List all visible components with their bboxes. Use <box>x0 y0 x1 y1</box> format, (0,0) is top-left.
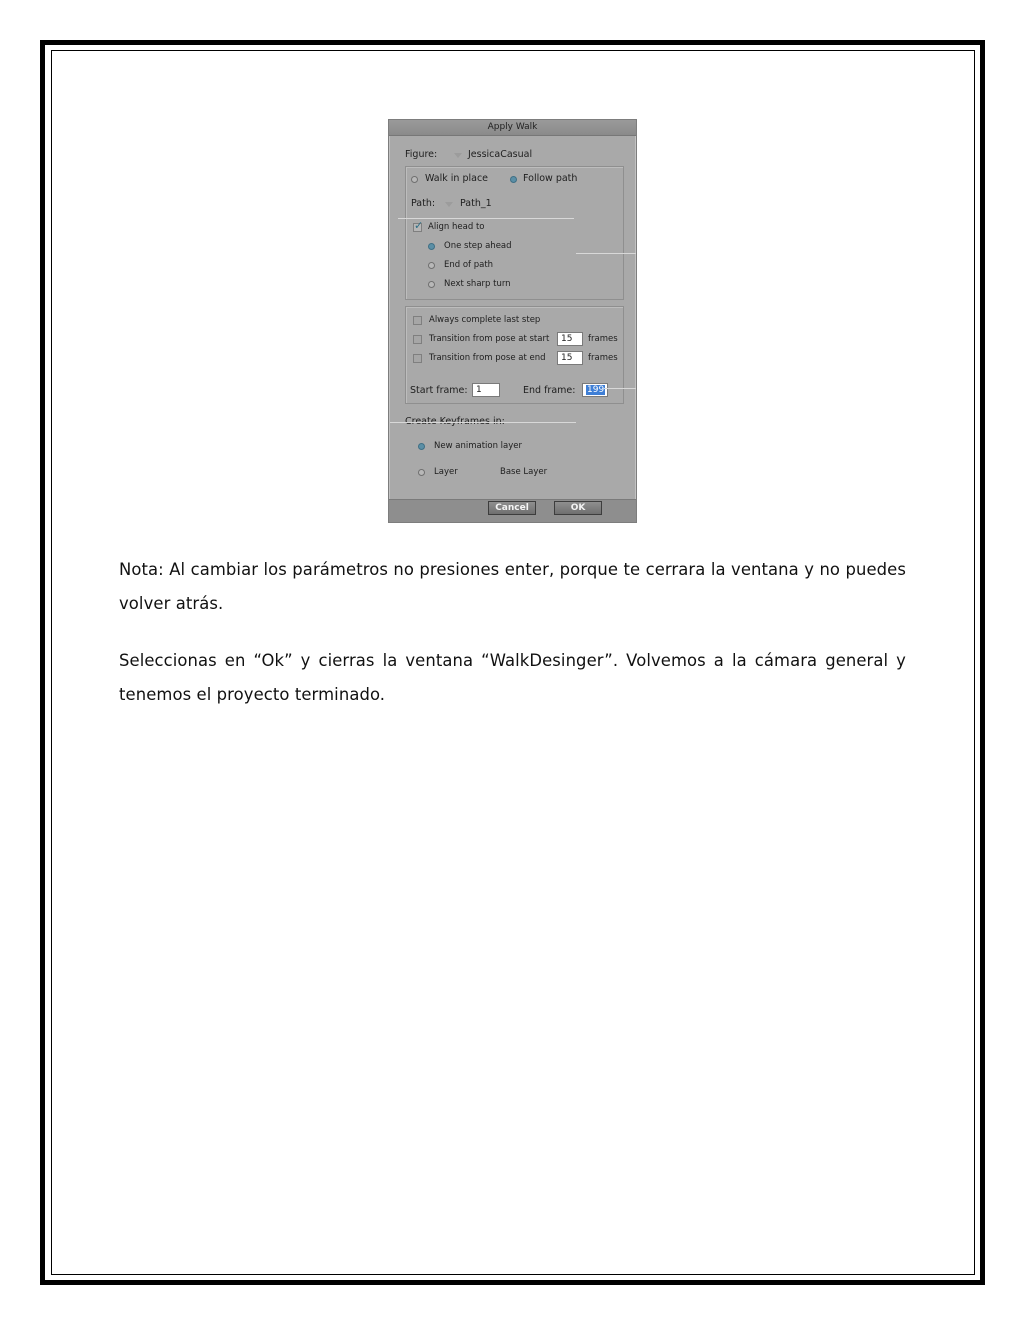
always-complete-label: Always complete last step <box>429 315 541 325</box>
guide-line <box>398 218 574 219</box>
next-sharp-turn-label: Next sharp turn <box>444 279 511 289</box>
follow-path-label: Follow path <box>523 173 578 184</box>
path-label: Path: <box>411 198 436 209</box>
dialog-title: Apply Walk <box>389 120 636 136</box>
path-select[interactable]: Path_1 <box>460 198 492 209</box>
one-step-ahead-label: One step ahead <box>444 241 512 251</box>
guide-line <box>390 422 576 423</box>
figure-select[interactable]: JessicaCasual <box>468 149 533 160</box>
end-of-path-radio[interactable] <box>428 262 435 269</box>
layer-label: Layer <box>434 467 458 477</box>
walk-in-place-radio[interactable] <box>411 176 418 183</box>
start-frame-label: Start frame: <box>410 385 468 396</box>
transition-end-checkbox[interactable] <box>413 354 422 363</box>
transition-start-label: Transition from pose at start <box>429 334 550 344</box>
new-animation-layer-label: New animation layer <box>434 441 522 451</box>
new-animation-layer-radio[interactable] <box>418 443 425 450</box>
apply-walk-dialog <box>388 119 637 523</box>
checkmark-icon: ✓ <box>414 219 424 232</box>
cancel-button[interactable]: Cancel <box>488 501 536 515</box>
layer-radio[interactable] <box>418 469 425 476</box>
end-frame-input[interactable] <box>582 383 608 397</box>
one-step-ahead-radio[interactable] <box>428 243 435 250</box>
instructions-paragraph: Seleccionas en “Ok” y cierras la ventana “WalkDesinger”. Volvemos a la cámara general y tenemos el proyecto terminado. <box>119 651 906 704</box>
frames-unit-end: frames <box>588 353 618 363</box>
figure-label: Figure: <box>405 149 438 160</box>
walk-options-group <box>405 166 624 300</box>
path-dropdown-arrow-icon[interactable] <box>445 202 453 207</box>
next-sharp-turn-radio[interactable] <box>428 281 435 288</box>
always-complete-checkbox[interactable] <box>413 316 422 325</box>
base-layer-select[interactable]: Base Layer <box>500 467 548 477</box>
transition-start-input[interactable]: 15 <box>557 332 583 346</box>
start-frame-input[interactable]: 1 <box>472 383 500 397</box>
end-frame-value: 199 <box>587 385 605 395</box>
follow-path-radio[interactable] <box>510 176 517 183</box>
align-head-label: Align head to <box>428 222 485 232</box>
end-frame-label: End frame: <box>523 385 576 396</box>
guide-line <box>576 253 636 254</box>
frames-unit-start: frames <box>588 334 618 344</box>
note-paragraph: Nota: Al cambiar los parámetros no presiones enter, porque te cerrara la ventana y no puedes volver atrás. <box>119 560 906 613</box>
ok-button[interactable]: OK <box>554 501 602 515</box>
guide-line <box>604 388 636 389</box>
transition-end-input[interactable]: 15 <box>557 351 583 365</box>
align-head-checkbox[interactable] <box>413 219 424 232</box>
transition-end-label: Transition from pose at end <box>429 353 546 363</box>
walk-in-place-label: Walk in place <box>425 173 489 184</box>
figure-dropdown-arrow-icon[interactable] <box>454 153 462 158</box>
end-of-path-label: End of path <box>444 260 494 270</box>
transition-start-checkbox[interactable] <box>413 335 422 344</box>
